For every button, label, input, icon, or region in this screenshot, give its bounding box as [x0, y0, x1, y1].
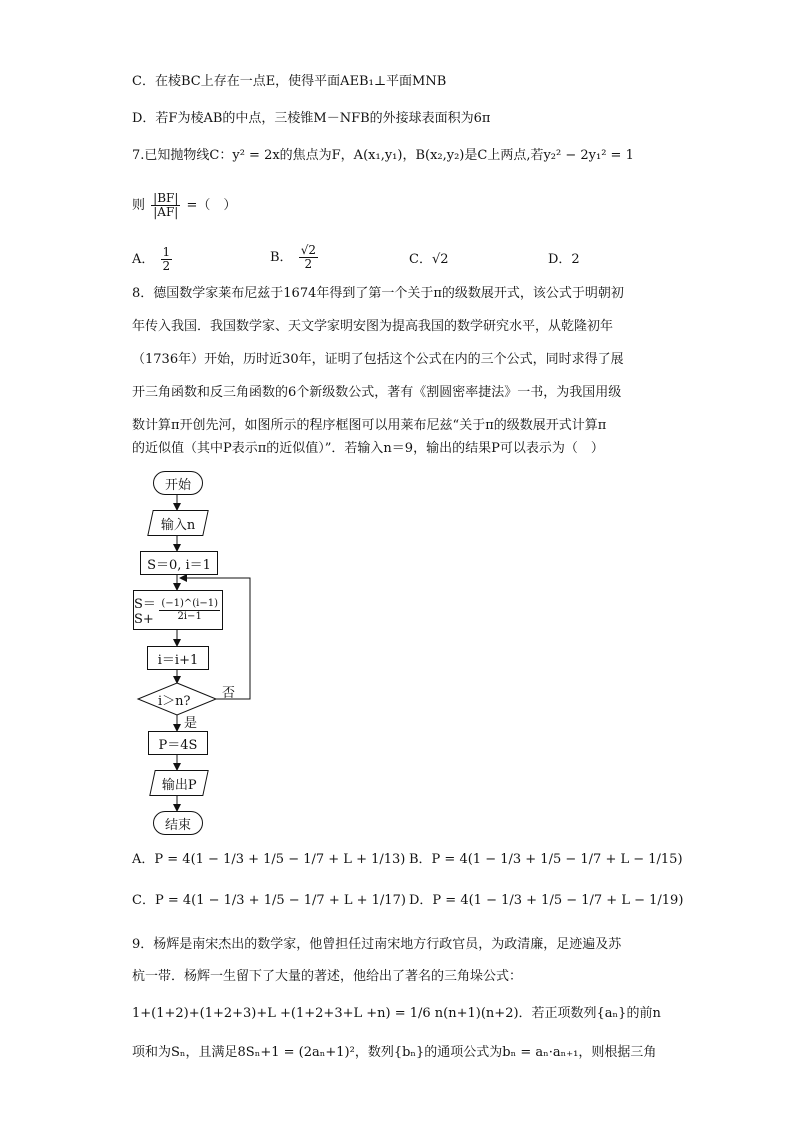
flowchart-condition-label: i＞n? [158, 694, 191, 709]
q7-ask-prefix: 则 [132, 198, 146, 213]
flowchart-input [147, 510, 209, 536]
q8-option-c: C．P = 4(1 − 1/3 + 1/5 − 1/7 + L + 1/17) [132, 893, 406, 908]
flowchart-yes-label: 是 [184, 716, 198, 731]
flowchart-start [153, 471, 203, 495]
q7-option-b-num: √2 [300, 243, 316, 257]
q8-line-1: 8．德国数学家莱布尼兹于1674年得到了第一个关于π的级数展开式，该公式于明朝初 [132, 286, 624, 301]
q8-line-4: 开三角函数和反三角函数的6个新级数公式，著有《割圆密率捷法》一书，为我国用级 [132, 385, 622, 400]
flowchart-end-label: 结束 [164, 817, 191, 833]
q7-option-a-num: 1 [162, 245, 171, 259]
q9-line-3: 1+(1+2)+(1+2+3)+L +(1+2+3+L +n) = 1/6 n(n+1)(n+2)．若正项数列{aₙ}的前n [132, 1006, 661, 1021]
flowchart-output [149, 770, 209, 796]
q7-option-d: D．2 [548, 252, 580, 267]
flowchart-no-label: 否 [222, 686, 236, 701]
flowchart-input-label: 输入n [160, 517, 196, 533]
q9-line-2: 杭一带．杨辉一生留下了大量的著述，他给出了著名的三角垛公式： [132, 969, 523, 984]
option-c-text: C．在棱BC上存在一点E，使得平面AEB₁⊥平面MNB [132, 74, 447, 89]
q7-ratio-numerator: |BF| [153, 191, 179, 205]
q8-line-6: 的近似值（其中P表示π的近似值）”．若输入n＝9，输出的结果P可以表示为（ ） [132, 441, 604, 456]
flowchart-update-den: 2i−1 [177, 610, 202, 622]
q7-option-b-label: B． [270, 250, 293, 265]
q7-option-a-label: A． [132, 252, 155, 267]
q9-line-4: 项和为Sₙ，且满足8Sₙ+1 = (2aₙ+1)²，数列{bₙ}的通项公式为bₙ = aₙ·aₙ₊₁，则根据三角 [132, 1045, 657, 1060]
q7-option-c: C．√2 [409, 252, 449, 267]
q8-option-d: D．P = 4(1 − 1/3 + 1/5 − 1/7 + L − 1/19) [409, 893, 684, 908]
flowchart-compute-label: P＝4S [158, 737, 198, 753]
q9-line-1: 9．杨辉是南宋杰出的数学家，他曾担任过南宋地方行政官员，为政清廉，足迹遍及苏 [132, 937, 622, 952]
flowchart-update-num: (−1)^(i−1) [161, 597, 218, 609]
q8-line-2: 年传入我国．我国数学家、天文学家明安图为提高我国的数学研究水平，从乾隆初年 [132, 319, 614, 334]
flowchart-output-label: 输出P [161, 777, 197, 793]
flowchart-update-prefix: S＝S+ [134, 597, 156, 627]
option-d-text: D．若F为棱AB的中点，三棱锥M－NFB的外接球表面积为6π [132, 111, 491, 126]
flowchart-increment [147, 646, 209, 670]
flowchart-increment-label: i＝i+1 [157, 652, 199, 668]
flowchart-init-label: S＝0, i＝1 [147, 557, 211, 573]
flowchart-end [153, 811, 203, 835]
q7-ratio-denominator: |AF| [153, 205, 179, 219]
q8-line-3: （1736年）开始，历时近30年，证明了包括这个公式在内的三个公式，同时求得了展 [132, 352, 624, 367]
q7-ask-suffix: =（ ） [186, 198, 237, 213]
flowchart-start-label: 开始 [164, 477, 191, 493]
flowchart-update-fraction [159, 598, 220, 623]
q8-line-5: 数计算π开创先河，如图所示的程序框图可以用莱布尼兹“关于π的级数展开式计算π [132, 418, 607, 433]
flowchart-compute [148, 731, 208, 755]
q8-option-b: B．P = 4(1 − 1/3 + 1/5 − 1/7 + L − 1/15) [409, 852, 683, 867]
q7-option-a-den: 2 [162, 259, 171, 273]
flowchart-update [133, 590, 223, 630]
q8-option-a: A．P = 4(1 − 1/3 + 1/5 − 1/7 + L + 1/13) [132, 852, 406, 867]
q7-stem: 7.已知抛物线C：y² = 2x的焦点为F，A(x₁,y₁)，B(x₂,y₂)是C上两点,若y₂² − 2y₁² = 1 [132, 148, 634, 163]
flowchart-init [140, 551, 218, 575]
q7-option-b-den: 2 [304, 257, 313, 271]
